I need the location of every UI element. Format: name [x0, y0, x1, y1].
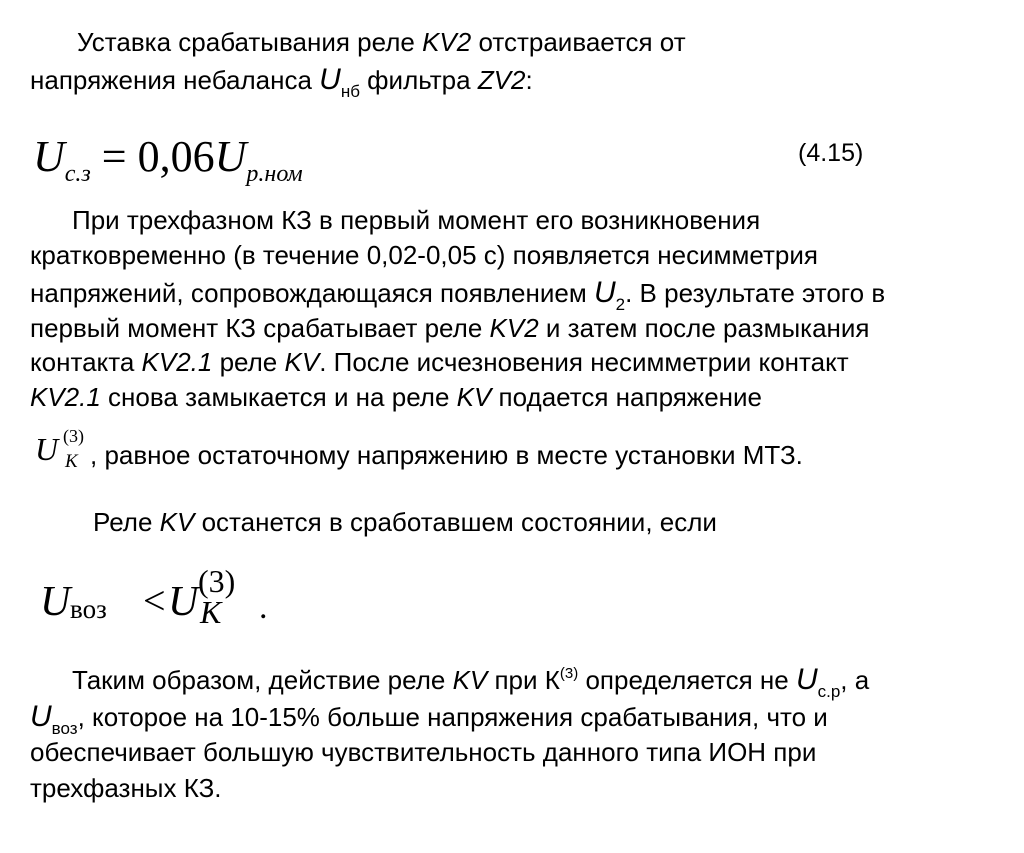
p4-line4: трехфазных КЗ.: [30, 773, 222, 803]
relay-kv: KV: [159, 507, 195, 537]
subscript: K: [200, 594, 222, 630]
text: реле: [212, 347, 285, 377]
text: первый момент КЗ срабатывает реле: [30, 313, 490, 343]
text: контакта: [30, 347, 142, 377]
p3-line1: [93, 505, 717, 540]
symbol-u: U: [795, 663, 818, 696]
less-than: <: [143, 578, 166, 623]
subscript: K: [65, 451, 78, 472]
p1-line1: [77, 25, 686, 60]
equation-number: (4.15): [798, 139, 864, 167]
text: Таким образом, действие реле: [72, 665, 453, 695]
p4-line3: обеспечивает большую чувствительность данного типа ИОН при: [30, 737, 817, 767]
relay-kv2: KV2: [489, 313, 539, 343]
p1-line2: [30, 62, 533, 101]
symbol-u: U: [593, 276, 616, 309]
p2-line7: , равное остаточному напряжению в месте установки МТЗ.: [90, 440, 803, 470]
superscript: (3): [63, 426, 84, 446]
p4-line1: [72, 662, 869, 702]
subscript: воз: [51, 719, 78, 738]
text: напряжения небаланса: [30, 65, 320, 95]
text: и затем после размыкания: [538, 313, 870, 343]
symbol-u: U: [40, 579, 71, 625]
p2-line3: [30, 275, 885, 314]
text: напряжений, сопровождающаяся появлением: [30, 278, 594, 308]
p2-line4: [30, 311, 870, 346]
p2-line6: [30, 380, 762, 415]
superscript: (3): [559, 665, 579, 682]
subscript: 2: [615, 295, 626, 314]
symbol-u: U: [214, 132, 247, 181]
subscript: с.з: [64, 161, 91, 187]
text: , а: [840, 665, 870, 695]
text: отстраивается от: [471, 27, 686, 57]
symbol-u: U: [168, 579, 199, 625]
relay-kv: KV: [456, 382, 492, 412]
text: Уставка срабатывания реле: [77, 27, 423, 57]
symbol-u: U: [30, 700, 52, 733]
p4-line2: [30, 699, 828, 738]
contact-kv21: KV2.1: [141, 347, 213, 377]
equals-coefficient: = 0,06: [90, 132, 215, 181]
text: . После исчезновения несимметрии контакт: [319, 347, 849, 377]
text: подается напряжение: [491, 382, 763, 412]
p2-line1: При трехфазном КЗ в первый момент его возникновения: [72, 205, 761, 235]
p2-line2: кратковременно (в течение 0,02-0,05 с) появляется несимметрия: [30, 240, 818, 270]
text: . В результате этого в: [625, 278, 886, 308]
relay-kv: KV: [452, 665, 488, 695]
text: определяется не: [578, 665, 796, 695]
filter-zv2: ZV2: [477, 65, 526, 95]
period: .: [259, 589, 268, 626]
text: останется в сработавшем состоянии, если: [194, 507, 717, 537]
subscript: нб: [340, 82, 360, 101]
contact-kv21: KV2.1: [30, 382, 101, 412]
symbol-u: U: [33, 132, 65, 181]
text: , которое на 10-15% больше напряжения срабатывания, что и: [77, 702, 828, 732]
superscript: (3): [198, 563, 236, 599]
relay-kv: KV: [284, 347, 320, 377]
text: снова замыкается и на реле: [100, 382, 457, 412]
subscript: р.ном: [246, 161, 303, 187]
formula-4-15: [33, 132, 303, 187]
relay-kv2: KV2: [422, 27, 472, 57]
formula-inequality: [40, 563, 270, 633]
subscript: с.р: [817, 682, 841, 701]
text: при К: [487, 665, 560, 695]
text: :: [525, 65, 533, 95]
text: фильтра: [359, 65, 478, 95]
subscript: воз: [70, 594, 107, 624]
p2-line5: [30, 345, 849, 380]
symbol-u: U: [319, 63, 341, 96]
text: Реле: [93, 507, 160, 537]
symbol-u: U: [35, 431, 59, 467]
